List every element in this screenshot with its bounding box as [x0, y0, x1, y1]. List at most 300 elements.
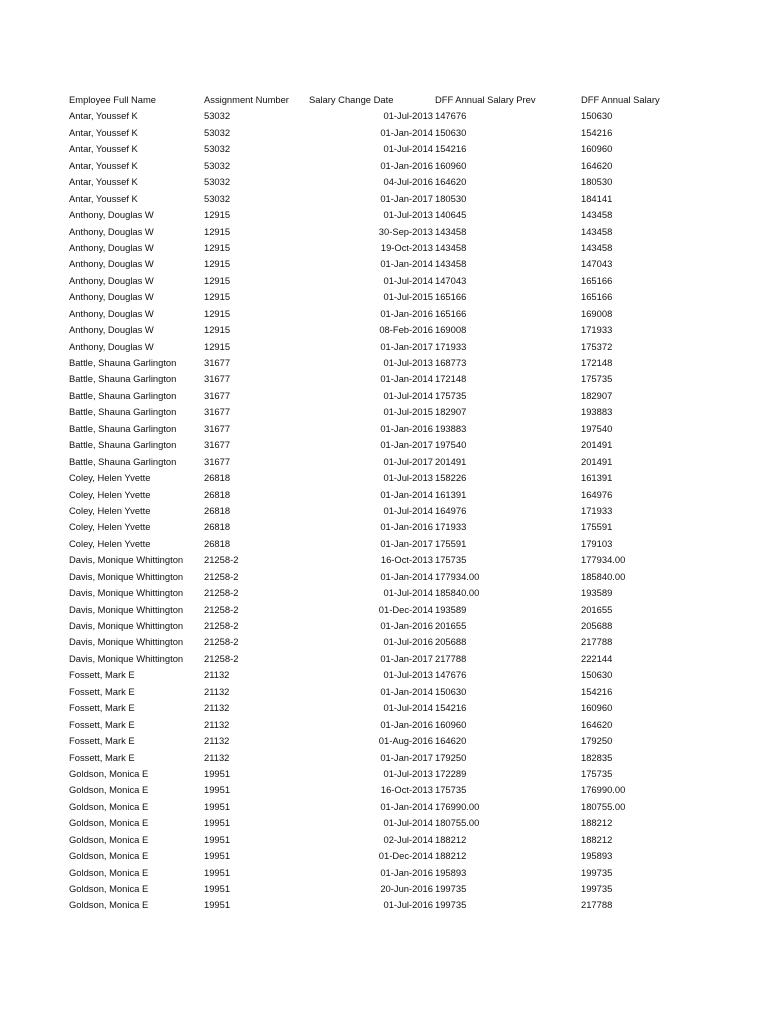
cell-employee-name: Fossett, Mark E [69, 718, 135, 730]
cell-annual-salary: 143458 [581, 241, 613, 253]
cell-annual-salary-prev: 171933 [435, 340, 467, 352]
cell-employee-name: Anthony, Douglas W [69, 274, 154, 286]
cell-assignment-number: 21132 [204, 702, 230, 714]
cell-annual-salary-prev: 172148 [435, 373, 467, 385]
table-row [69, 256, 729, 272]
cell-annual-salary-prev: 161391 [435, 488, 467, 500]
table-row [69, 717, 729, 733]
cell-salary-change-date: 01-Jul-2013 [383, 357, 433, 368]
cell-salary-change-date: 01-Jul-2015 [383, 406, 433, 418]
table-row [69, 322, 729, 338]
cell-assignment-number: 31677 [204, 373, 231, 385]
cell-assignment-number: 21132 [204, 669, 230, 681]
cell-annual-salary: 169008 [581, 307, 613, 319]
table-row [69, 519, 729, 535]
cell-annual-salary: 175735 [581, 767, 613, 779]
cell-employee-name: Antar, Youssef K [69, 159, 138, 171]
cell-employee-name: Davis, Monique Whittington [69, 620, 184, 631]
cell-employee-name: Fossett, Mark E [69, 669, 135, 681]
cell-salary-change-date: 08-Feb-2016 [379, 324, 433, 336]
cell-annual-salary: 143458 [581, 209, 613, 221]
cell-annual-salary-prev: 201655 [435, 620, 467, 631]
header-salary-change-date: Salary Change Date [309, 94, 394, 105]
cell-annual-salary: 165166 [581, 291, 613, 303]
cell-assignment-number: 19951 [204, 850, 231, 862]
cell-salary-change-date: 01-Jul-2013 [383, 110, 433, 122]
cell-employee-name: Battle, Shauna Garlington [69, 439, 177, 451]
cell-annual-salary: 217788 [581, 899, 613, 911]
table-row [69, 585, 729, 601]
cell-employee-name: Antar, Youssef K [69, 192, 138, 204]
cell-salary-change-date: 01-Jan-2016 [380, 307, 433, 319]
cell-employee-name: Goldson, Monica E [69, 833, 149, 845]
cell-annual-salary-prev: 154216 [435, 143, 467, 155]
cell-annual-salary-prev: 160960 [435, 159, 467, 171]
cell-assignment-number: 53032 [204, 176, 231, 188]
cell-salary-change-date: 01-Jul-2016 [383, 636, 433, 648]
cell-employee-name: Goldson, Monica E [69, 800, 149, 812]
cell-annual-salary-prev: 193589 [435, 603, 467, 615]
cell-annual-salary-prev: 168773 [435, 357, 467, 368]
cell-annual-salary-prev: 188212 [435, 833, 467, 845]
cell-salary-change-date: 01-Jul-2015 [383, 291, 433, 303]
cell-annual-salary: 205688 [581, 620, 613, 631]
cell-salary-change-date: 01-Jan-2016 [380, 159, 433, 171]
cell-assignment-number: 53032 [204, 110, 231, 122]
cell-annual-salary: 171933 [581, 324, 613, 336]
table-row [69, 634, 729, 650]
cell-annual-salary-prev: 182907 [435, 406, 467, 418]
cell-salary-change-date: 30-Sep-2013 [378, 225, 433, 237]
table-row [69, 404, 729, 420]
cell-salary-change-date: 20-Jun-2016 [380, 883, 433, 894]
cell-employee-name: Goldson, Monica E [69, 883, 149, 894]
cell-employee-name: Antar, Youssef K [69, 176, 138, 188]
cell-assignment-number: 21132 [204, 735, 230, 747]
cell-assignment-number: 26818 [204, 521, 231, 533]
cell-assignment-number: 31677 [204, 357, 231, 368]
cell-annual-salary-prev: 201491 [435, 455, 467, 467]
cell-employee-name: Goldson, Monica E [69, 850, 149, 862]
cell-salary-change-date: 01-Jan-2017 [380, 751, 433, 763]
cell-annual-salary: 199735 [581, 883, 613, 894]
cell-employee-name: Goldson, Monica E [69, 767, 149, 779]
cell-assignment-number: 19951 [204, 883, 231, 894]
cell-annual-salary: 175372 [581, 340, 613, 352]
cell-annual-salary: 161391 [581, 472, 613, 484]
cell-annual-salary-prev: 140645 [435, 209, 467, 221]
cell-annual-salary: 160960 [581, 702, 613, 714]
cell-annual-salary-prev: 143458 [435, 258, 467, 270]
table-row [69, 618, 729, 634]
cell-salary-change-date: 01-Jan-2017 [380, 439, 433, 451]
cell-salary-change-date: 01-Jul-2014 [383, 389, 433, 401]
cell-employee-name: Davis, Monique Whittington [69, 603, 184, 615]
cell-annual-salary: 199735 [581, 866, 613, 878]
cell-assignment-number: 31677 [204, 422, 231, 434]
cell-salary-change-date: 01-Jul-2016 [383, 899, 433, 911]
table-row [69, 536, 729, 552]
cell-assignment-number: 53032 [204, 143, 231, 155]
cell-employee-name: Goldson, Monica E [69, 866, 149, 878]
cell-assignment-number: 19951 [204, 784, 231, 796]
cell-annual-salary-prev: 160960 [435, 718, 467, 730]
cell-salary-change-date: 01-Jan-2017 [380, 192, 433, 204]
cell-annual-salary-prev: 217788 [435, 652, 467, 664]
cell-salary-change-date: 01-Jul-2013 [383, 767, 433, 779]
cell-assignment-number: 53032 [204, 192, 231, 204]
cell-assignment-number: 21258-2 [204, 603, 239, 615]
table-row [69, 108, 729, 124]
cell-assignment-number: 26818 [204, 472, 231, 484]
cell-annual-salary-prev: 171933 [435, 521, 467, 533]
cell-salary-change-date: 01-Jul-2017 [383, 455, 433, 467]
cell-employee-name: Goldson, Monica E [69, 817, 149, 829]
cell-employee-name: Antar, Youssef K [69, 143, 138, 155]
cell-annual-salary: 179250 [581, 735, 613, 747]
cell-employee-name: Battle, Shauna Garlington [69, 406, 177, 418]
cell-annual-salary-prev: 150630 [435, 126, 467, 138]
cell-annual-salary: 150630 [581, 669, 613, 681]
table-row [69, 437, 729, 453]
cell-salary-change-date: 02-Jul-2014 [383, 833, 433, 845]
cell-employee-name: Anthony, Douglas W [69, 209, 154, 221]
cell-employee-name: Battle, Shauna Garlington [69, 455, 177, 467]
cell-employee-name: Battle, Shauna Garlington [69, 422, 177, 434]
table-row [69, 503, 729, 519]
cell-annual-salary: 154216 [581, 685, 613, 697]
cell-salary-change-date: 01-Jan-2014 [380, 488, 433, 500]
header-employee-full-name: Employee Full Name [69, 94, 157, 105]
cell-salary-change-date: 19-Oct-2013 [380, 241, 433, 253]
table-row [69, 815, 729, 831]
table-row [69, 602, 729, 618]
cell-annual-salary-prev: 147676 [435, 669, 467, 681]
cell-assignment-number: 12915 [204, 225, 231, 237]
cell-assignment-number: 19951 [204, 800, 231, 812]
cell-annual-salary-prev: 164976 [435, 504, 467, 516]
cell-employee-name: Anthony, Douglas W [69, 258, 154, 270]
cell-salary-change-date: 16-Oct-2013 [380, 784, 433, 796]
cell-assignment-number: 53032 [204, 126, 231, 138]
cell-employee-name: Coley, Helen Yvette [69, 504, 151, 516]
table-row [69, 552, 729, 568]
cell-annual-salary: 197540 [581, 422, 613, 434]
cell-salary-change-date: 01-Jul-2014 [383, 817, 433, 829]
cell-annual-salary: 179103 [581, 537, 613, 549]
cell-salary-change-date: 01-Jan-2014 [380, 570, 433, 582]
cell-annual-salary: 188212 [581, 817, 613, 829]
cell-salary-change-date: 01-Jan-2016 [380, 422, 433, 434]
cell-annual-salary-prev: 147676 [435, 110, 467, 122]
cell-salary-change-date: 01-Jul-2013 [383, 209, 433, 221]
cell-annual-salary-prev: 175735 [435, 784, 467, 796]
table-row [69, 388, 729, 404]
table-row [69, 881, 729, 897]
cell-annual-salary: 176990.00 [581, 784, 626, 796]
cell-assignment-number: 21258-2 [204, 636, 239, 648]
table-row [69, 125, 729, 141]
table-row [69, 289, 729, 305]
cell-annual-salary: 165166 [581, 274, 613, 286]
cell-annual-salary-prev: 199735 [435, 883, 467, 894]
cell-employee-name: Anthony, Douglas W [69, 241, 154, 253]
cell-assignment-number: 12915 [204, 324, 231, 336]
cell-assignment-number: 12915 [204, 241, 231, 253]
cell-annual-salary-prev: 179250 [435, 751, 467, 763]
cell-assignment-number: 21258-2 [204, 587, 239, 599]
cell-salary-change-date: 01-Jan-2014 [380, 373, 433, 385]
table-row [69, 700, 729, 716]
table-header [69, 92, 729, 108]
cell-annual-salary: 222144 [581, 652, 613, 664]
table-row [69, 454, 729, 470]
cell-employee-name: Anthony, Douglas W [69, 307, 154, 319]
cell-employee-name: Fossett, Mark E [69, 735, 135, 747]
cell-assignment-number: 19951 [204, 833, 231, 845]
cell-annual-salary: 164620 [581, 718, 613, 730]
cell-annual-salary-prev: 169008 [435, 324, 467, 336]
cell-assignment-number: 12915 [204, 274, 231, 286]
cell-annual-salary-prev: 205688 [435, 636, 467, 648]
cell-annual-salary: 154216 [581, 126, 613, 138]
cell-employee-name: Antar, Youssef K [69, 110, 138, 122]
cell-employee-name: Antar, Youssef K [69, 126, 138, 138]
table-row [69, 371, 729, 387]
cell-salary-change-date: 01-Jan-2017 [380, 652, 433, 664]
cell-salary-change-date: 04-Jul-2016 [383, 176, 433, 188]
header-annual-salary: DFF Annual Salary [581, 94, 660, 105]
cell-annual-salary: 164620 [581, 159, 613, 171]
cell-employee-name: Davis, Monique Whittington [69, 636, 184, 648]
cell-assignment-number: 19951 [204, 866, 231, 878]
cell-salary-change-date: 01-Jan-2017 [380, 340, 433, 352]
cell-annual-salary: 184141 [581, 192, 613, 204]
cell-annual-salary-prev: 164620 [435, 735, 467, 747]
table-row [69, 651, 729, 667]
cell-assignment-number: 26818 [204, 488, 231, 500]
cell-annual-salary-prev: 175735 [435, 389, 467, 401]
cell-annual-salary: 180755.00 [581, 800, 626, 812]
cell-salary-change-date: 01-Jan-2016 [380, 866, 433, 878]
cell-annual-salary: 175735 [581, 373, 613, 385]
table-row [69, 750, 729, 766]
cell-salary-change-date: 01-Jul-2014 [383, 587, 433, 599]
cell-employee-name: Battle, Shauna Garlington [69, 357, 177, 368]
cell-employee-name: Davis, Monique Whittington [69, 587, 184, 599]
cell-annual-salary-prev: 175735 [435, 554, 467, 566]
cell-assignment-number: 21132 [204, 751, 230, 763]
cell-annual-salary: 188212 [581, 833, 613, 845]
cell-employee-name: Fossett, Mark E [69, 751, 135, 763]
cell-assignment-number: 12915 [204, 209, 231, 221]
cell-salary-change-date: 01-Aug-2016 [378, 735, 433, 747]
cell-employee-name: Coley, Helen Yvette [69, 521, 151, 533]
cell-annual-salary-prev: 165166 [435, 291, 467, 303]
cell-annual-salary: 164976 [581, 488, 613, 500]
cell-annual-salary: 160960 [581, 143, 613, 155]
cell-salary-change-date: 01-Jul-2014 [383, 143, 433, 155]
table-row [69, 782, 729, 798]
cell-annual-salary-prev: 147043 [435, 274, 467, 286]
cell-annual-salary: 201655 [581, 603, 613, 615]
header-assignment-number: Assignment Number [204, 94, 289, 105]
table-row [69, 766, 729, 782]
cell-annual-salary: 193589 [581, 587, 613, 599]
table-row [69, 684, 729, 700]
cell-annual-salary-prev: 193883 [435, 422, 467, 434]
cell-annual-salary: 175591 [581, 521, 613, 533]
cell-assignment-number: 19951 [204, 899, 231, 911]
cell-assignment-number: 21132 [204, 685, 230, 697]
cell-employee-name: Goldson, Monica E [69, 784, 149, 796]
cell-employee-name: Davis, Monique Whittington [69, 554, 184, 566]
cell-annual-salary-prev: 175591 [435, 537, 467, 549]
cell-annual-salary: 172148 [581, 357, 613, 368]
table-row [69, 487, 729, 503]
table-row [69, 141, 729, 157]
cell-salary-change-date: 01-Jan-2016 [380, 620, 433, 631]
cell-salary-change-date: 01-Jan-2014 [380, 126, 433, 138]
table-row [69, 339, 729, 355]
cell-annual-salary-prev: 180530 [435, 192, 467, 204]
cell-assignment-number: 31677 [204, 439, 231, 451]
cell-assignment-number: 31677 [204, 389, 231, 401]
cell-salary-change-date: 01-Jul-2013 [383, 669, 433, 681]
cell-annual-salary: 180530 [581, 176, 613, 188]
cell-assignment-number: 53032 [204, 159, 231, 171]
cell-salary-change-date: 01-Jan-2017 [380, 537, 433, 549]
cell-employee-name: Davis, Monique Whittington [69, 652, 184, 664]
cell-salary-change-date: 01-Jul-2014 [383, 274, 433, 286]
cell-employee-name: Coley, Helen Yvette [69, 488, 151, 500]
cell-salary-change-date: 01-Dec-2014 [378, 850, 433, 862]
cell-salary-change-date: 01-Dec-2014 [378, 603, 433, 615]
cell-salary-change-date: 01-Jan-2016 [380, 521, 433, 533]
cell-assignment-number: 21258-2 [204, 620, 239, 631]
cell-employee-name: Davis, Monique Whittington [69, 570, 184, 582]
table-body [69, 108, 729, 913]
cell-salary-change-date: 01-Jan-2016 [380, 718, 433, 730]
cell-assignment-number: 26818 [204, 537, 231, 549]
cell-annual-salary-prev: 154216 [435, 702, 467, 714]
cell-annual-salary-prev: 199735 [435, 899, 467, 911]
cell-annual-salary-prev: 188212 [435, 850, 467, 862]
cell-annual-salary: 217788 [581, 636, 613, 648]
cell-assignment-number: 12915 [204, 307, 231, 319]
cell-annual-salary: 182907 [581, 389, 613, 401]
cell-assignment-number: 19951 [204, 817, 231, 829]
cell-employee-name: Fossett, Mark E [69, 685, 135, 697]
cell-annual-salary: 150630 [581, 110, 613, 122]
cell-salary-change-date: 01-Jan-2014 [380, 800, 433, 812]
table-row [69, 421, 729, 437]
cell-annual-salary-prev: 176990.00 [435, 800, 480, 812]
cell-annual-salary: 143458 [581, 225, 613, 237]
cell-employee-name: Anthony, Douglas W [69, 340, 154, 352]
cell-annual-salary-prev: 143458 [435, 241, 467, 253]
cell-assignment-number: 21132 [204, 718, 230, 730]
table-row [69, 865, 729, 881]
cell-assignment-number: 21258-2 [204, 570, 239, 582]
table-row [69, 897, 729, 913]
cell-annual-salary-prev: 164620 [435, 176, 467, 188]
cell-assignment-number: 19951 [204, 767, 231, 779]
cell-employee-name: Anthony, Douglas W [69, 291, 154, 303]
cell-annual-salary-prev: 172289 [435, 767, 467, 779]
cell-employee-name: Coley, Helen Yvette [69, 537, 151, 549]
table-row [69, 158, 729, 174]
cell-annual-salary: 177934.00 [581, 554, 626, 566]
cell-employee-name: Battle, Shauna Garlington [69, 373, 177, 385]
cell-assignment-number: 31677 [204, 406, 231, 418]
cell-annual-salary-prev: 143458 [435, 225, 467, 237]
cell-annual-salary: 195893 [581, 850, 613, 862]
table-row [69, 273, 729, 289]
cell-employee-name: Anthony, Douglas W [69, 324, 154, 336]
table-row [69, 355, 729, 371]
table-row [69, 174, 729, 190]
cell-annual-salary-prev: 150630 [435, 685, 467, 697]
cell-salary-change-date: 01-Jul-2014 [383, 702, 433, 714]
table-row [69, 799, 729, 815]
table-row [69, 848, 729, 864]
cell-annual-salary-prev: 195893 [435, 866, 467, 878]
cell-annual-salary-prev: 165166 [435, 307, 467, 319]
cell-assignment-number: 21258-2 [204, 652, 239, 664]
table-row [69, 667, 729, 683]
cell-annual-salary-prev: 177934.00 [435, 570, 480, 582]
cell-annual-salary-prev: 180755.00 [435, 817, 480, 829]
header-annual-salary-prev: DFF Annual Salary Prev [435, 94, 536, 105]
cell-assignment-number: 12915 [204, 258, 231, 270]
cell-assignment-number: 12915 [204, 340, 231, 352]
cell-salary-change-date: 16-Oct-2013 [380, 554, 433, 566]
cell-annual-salary-prev: 185840.00 [435, 587, 480, 599]
table-row [69, 207, 729, 223]
cell-annual-salary-prev: 197540 [435, 439, 467, 451]
cell-salary-change-date: 01-Jul-2014 [383, 504, 433, 516]
cell-assignment-number: 12915 [204, 291, 231, 303]
cell-assignment-number: 31677 [204, 455, 231, 467]
table-row [69, 569, 729, 585]
cell-annual-salary: 171933 [581, 504, 613, 516]
table-row [69, 224, 729, 240]
cell-annual-salary: 201491 [581, 439, 613, 451]
cell-annual-salary: 147043 [581, 258, 613, 270]
cell-salary-change-date: 01-Jan-2014 [380, 685, 433, 697]
table-row [69, 240, 729, 256]
cell-assignment-number: 26818 [204, 504, 231, 516]
cell-salary-change-date: 01-Jul-2013 [383, 472, 433, 484]
cell-salary-change-date: 01-Jan-2014 [380, 258, 433, 270]
salary-table [69, 92, 729, 914]
table-row [69, 191, 729, 207]
table-row [69, 470, 729, 486]
cell-employee-name: Battle, Shauna Garlington [69, 389, 177, 401]
cell-annual-salary: 182835 [581, 751, 613, 763]
cell-annual-salary-prev: 158226 [435, 472, 467, 484]
cell-employee-name: Anthony, Douglas W [69, 225, 154, 237]
cell-assignment-number: 21258-2 [204, 554, 239, 566]
cell-annual-salary: 193883 [581, 406, 613, 418]
table-row [69, 733, 729, 749]
table-row [69, 832, 729, 848]
cell-annual-salary: 201491 [581, 455, 613, 467]
cell-employee-name: Coley, Helen Yvette [69, 472, 151, 484]
table-row [69, 306, 729, 322]
cell-annual-salary: 185840.00 [581, 570, 626, 582]
